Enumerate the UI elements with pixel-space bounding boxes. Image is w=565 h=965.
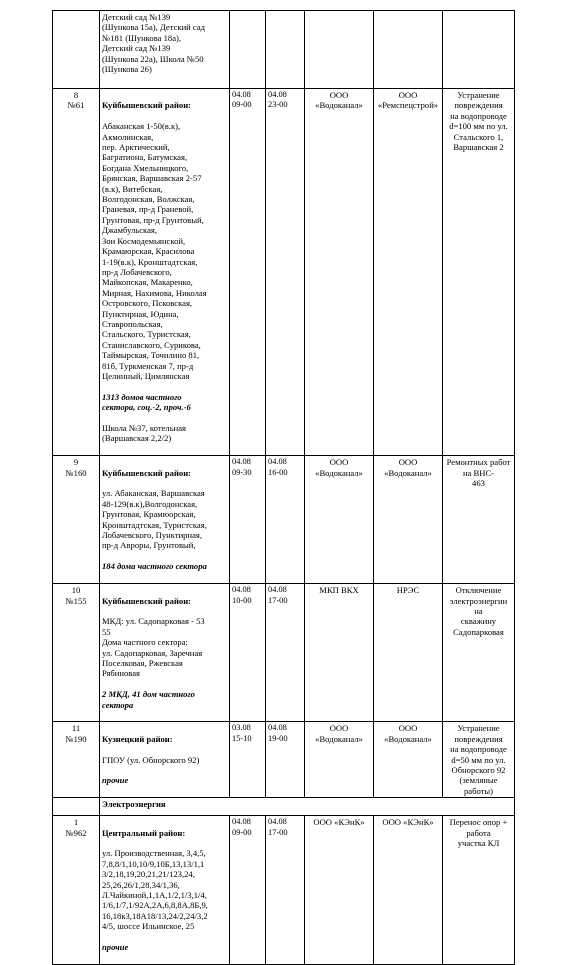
row-number: 8 №61 xyxy=(53,89,100,456)
address-cell xyxy=(100,11,230,89)
reason-text: Ремонтных работ на ВНС- 463 xyxy=(443,456,515,584)
owner-org: ООО «КЭнК» xyxy=(305,816,374,965)
reason-text: Устранение повреждения на водопроводе d=100 мм по ул. Стальского 1, Варшавская 2 xyxy=(443,89,515,456)
end-time: 04.08 16-00 xyxy=(266,456,305,584)
start-time: 04.08 09-30 xyxy=(230,456,266,584)
table-row xyxy=(53,584,515,722)
address-cell xyxy=(100,722,230,798)
reason-text: Отключение электроэнергии на скважину Садопарковая xyxy=(443,584,515,722)
end-time: 04.08 17-00 xyxy=(266,816,305,965)
start-time: 04.08 09-00 xyxy=(230,816,266,965)
contractor-org: ООО «Ремспецстрой» xyxy=(374,89,443,456)
district-label: Куйбышевский район: xyxy=(102,467,192,478)
start-time: 04.08 09-00 xyxy=(230,89,266,456)
address-list: ул. Производственная, 3,4,5, 7,8,8/1,10,10/9,10Б,13,13/1,1 3/2,18,19,20,21,21/123,24, 25,26,26/1,28,34/1,36, Л.Чайкиной,1,1А,1/2,1/3,1/4, 1/6,1/7,1/92А,2А,6,8,8А,8Б,9, 16,18к3,18А18/13,24/2,24/3,2 4/5, шоссе Ильинское, 25 xyxy=(102,848,208,932)
contractor-org: НРЭС xyxy=(374,584,443,722)
end-time: 04.08 17-00 xyxy=(266,584,305,722)
contractor-org: ООО «Водоканал» xyxy=(374,456,443,584)
owner-org: МКП ВКХ xyxy=(305,584,374,722)
section-heading: Электроэнергия xyxy=(100,798,515,816)
outage-table xyxy=(52,10,515,965)
district-label: Кузнецкий район: xyxy=(102,733,173,744)
reason-cell xyxy=(443,11,515,89)
start-cell xyxy=(230,11,266,89)
contractor-cell xyxy=(374,11,443,89)
end-time: 04.08 19-00 xyxy=(266,722,305,798)
district-label: Куйбышевский район: xyxy=(102,100,192,111)
address-cell xyxy=(100,89,230,456)
contractor-org: ООО «Водоканал» xyxy=(374,722,443,798)
table-row xyxy=(53,456,515,584)
reason-text: Устранение повреждения на водопроводе d=50 мм по ул. Обнорского 92 (земляные работы) xyxy=(443,722,515,798)
address-list: Детский сад №139 (Шункова 15а), Детский сад №181 (Шункова 18а), Детский сад №139 (Шункова 22а), Школа №50 (Шункова 26) xyxy=(102,12,206,75)
section-row xyxy=(53,798,515,816)
owner-org: ООО «Водоканал» xyxy=(305,89,374,456)
table-row xyxy=(53,816,515,965)
start-time: 03.08 15-10 xyxy=(230,722,266,798)
summary-label: 2 МКД, 41 дом частного сектора xyxy=(102,689,195,710)
address-cell xyxy=(100,816,230,965)
summary-label: прочие xyxy=(102,942,129,953)
summary-label: 184 дома частного сектора xyxy=(102,561,207,572)
address-list: Абаканская 1-50(в.к), Акмолинская, пер. Арктический, Багратиона, Батумская, Богдана Хмельницкого, Брянская, Варшавская 2-57 (в.к), Витебская, Волгодонская, Волжская, Граневая, пр-д Граневой, Грунтовая, пр-д Грунтовый, Джамбульская, Зои Космодемьянской, Крамаюрская, Красилова 1-19(в.к), Кронштадтская, пр-д Лобачевского, Майкопская, Макаренко, Мирная, Нахимова, Николая Островского, Псковская, Пунктирная, Юдина, Ставропольская, Стальского, Туристская, Станиславского, Сурикова, Таймырская, Точилино 81, 81б, Туркменская 7, пр-д Целинный, Цимлянская xyxy=(102,121,207,381)
extra-objects: Школа №37, котельная (Варшавская 2,2/2) xyxy=(102,423,186,444)
table-row xyxy=(53,722,515,798)
owner-cell xyxy=(305,11,374,89)
row-number: 9 №160 xyxy=(53,456,100,584)
district-label: Центральный район: xyxy=(102,827,186,838)
table-row xyxy=(53,11,515,89)
summary-label: 1313 домов частного сектора, соц.-2, проч.-6 xyxy=(102,391,191,413)
row-number: 11 №190 xyxy=(53,722,100,798)
start-time: 04.08 10-00 xyxy=(230,584,266,722)
end-time: 04.08 23-00 xyxy=(266,89,305,456)
table-row xyxy=(53,89,515,456)
row-number: 1 №962 xyxy=(53,816,100,965)
district-label: Куйбышевский район: xyxy=(102,595,192,606)
address-list: ул. Абаканская, Варшавская 48-129(в.к),Волгодонская, Грунтовая, Крамюорская, Кронштадтская, Туристская, Лобачевского, Пунктирная, пр-д Авроры, Грунтовый, xyxy=(102,488,207,551)
address-cell xyxy=(100,456,230,584)
row-number xyxy=(53,11,100,89)
address-list: МКД: ул. Садопарковая - 53 55 Дома частного сектора: ул. Садопарковая, Заречная Поселковая, Ржевская Рябиновая xyxy=(102,616,205,679)
owner-org: ООО «Водоканал» xyxy=(305,456,374,584)
address-list: ГПОУ (ул. Обнорского 92) xyxy=(102,754,200,765)
contractor-org: ООО «КЭнК» xyxy=(374,816,443,965)
end-cell xyxy=(266,11,305,89)
reason-text: Перенос опор + работа участка КЛ xyxy=(443,816,515,965)
section-number-cell xyxy=(53,798,100,816)
address-cell xyxy=(100,584,230,722)
row-number: 10 №155 xyxy=(53,584,100,722)
owner-org: ООО «Водоканал» xyxy=(305,722,374,798)
summary-label: прочие xyxy=(102,775,129,786)
